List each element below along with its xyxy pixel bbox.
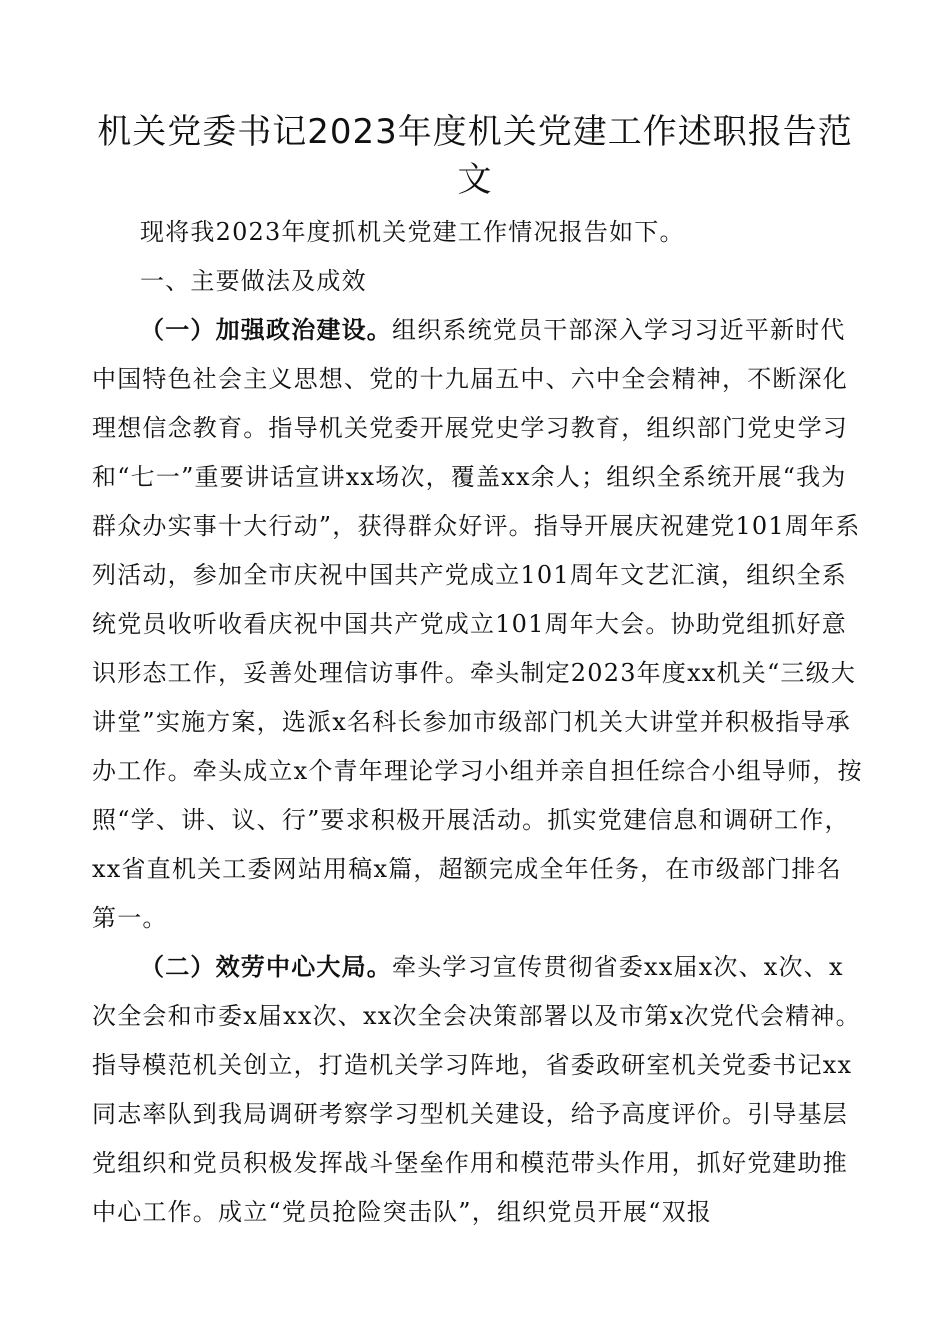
- item-body-text: 组织系统党员干部深入学习习近平新时代中国特色社会主义思想、党的十九届五中、六中全会精神，不断深化理想信念教育。指导机关党委开展党史学习教育，组织部门党史学习和“七一”重要讲话宣讲xx场次，覆盖xx余人；组织全系统开展“我为群众办实事十大行动”，获得群众好评。指导开展庆祝建党101周年系列活动，参加全市庆祝中国共产党成立101周年文艺汇演，组织全系统党员收听收看庆祝中国共产党成立101周年大会。协助党组抓好意识形态工作，妥善处理信访事件。牵头制定2023年度xx机关“三级大讲堂”实施方案，选派x名科长参加市级部门机关大讲堂并积极指导承办工作。牵头成立x个青年理论学习小组并亲自担任综合小组导师，按照“学、讲、议、行”要求积极开展活动。抓实党建信息和调研工作，xx省直机关工委网站用稿x篇，超额完成全年任务，在市级部门排名第一。: [92, 316, 863, 932]
- document-title: 机关党委书记2023年度机关党建工作述职报告范文: [97, 112, 853, 200]
- item-paragraph-1: [92, 306, 864, 943]
- section-heading: 一、主要做法及成效: [140, 267, 367, 295]
- item-heading: （二）效劳中心大局。: [140, 953, 392, 981]
- item-heading: （一）加强政治建设。: [140, 316, 392, 344]
- item-paragraph-2: [92, 943, 864, 1237]
- intro-paragraph: 现将我2023年度抓机关党建工作情况报告如下。: [140, 218, 685, 246]
- document-body: [92, 208, 864, 1237]
- item-body-text: 牵头学习宣传贯彻省委xx届x次、x次、x次全会和市委x届xx次、xx次全会决策部署以及市第x次党代会精神。指导模范机关创立，打造机关学习阵地，省委政研室机关党委书记xx同志率队到我局调研考察学习型机关建设，给予高度评价。引导基层党组织和党员积极发挥战斗堡垒作用和模范带头作用，抓好党建助推中心工作。成立“党员抢险突击队”，组织党员开展“双报: [92, 953, 861, 1226]
